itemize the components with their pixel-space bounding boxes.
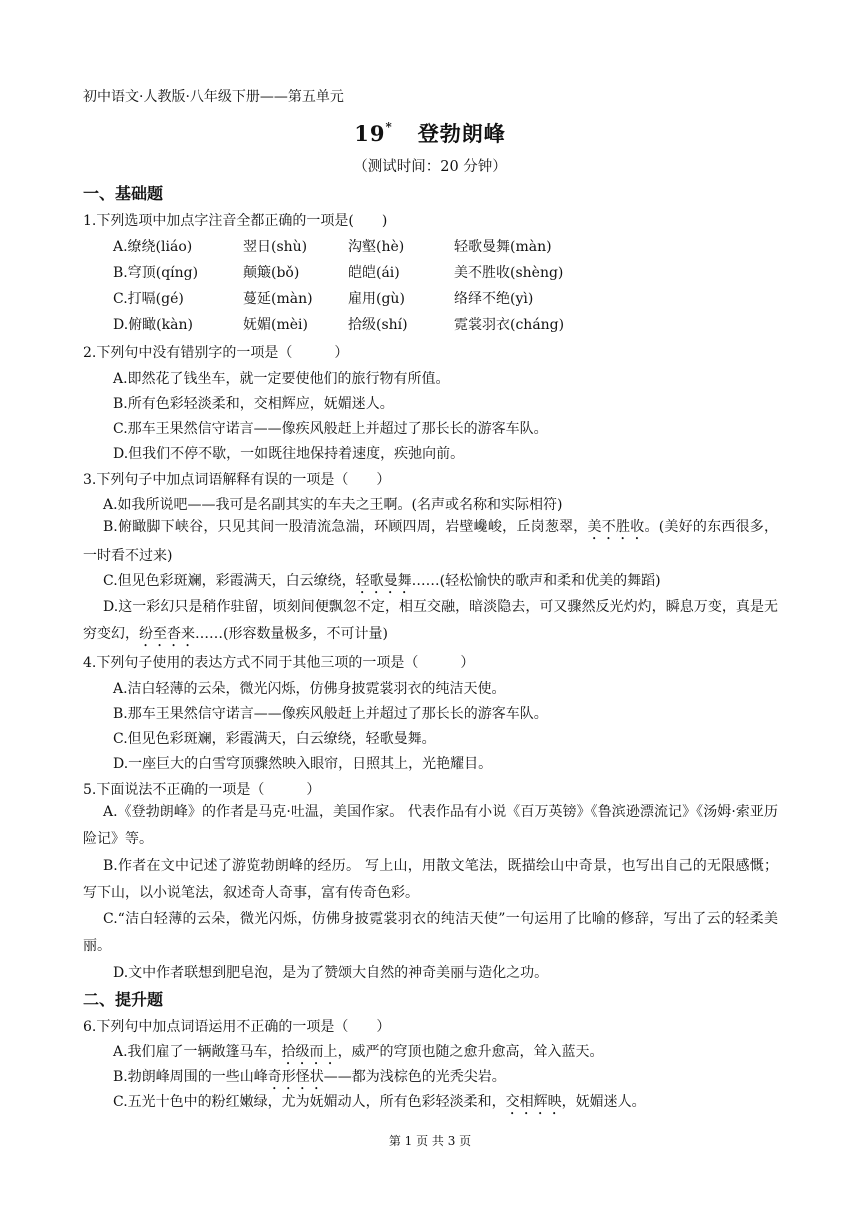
q6-option-b-dotted: 奇形怪状 <box>267 1069 324 1085</box>
q1-option-c-4: 络绎不绝(yì) <box>454 291 534 307</box>
q3-option-b-text: B.俯瞰脚下峡谷，只见其间一股清流急湍，环顾四周，岩壁巉峻，丘岗葱翠， <box>103 519 588 535</box>
q5-option-b <box>83 853 778 907</box>
q5-option-a-text: A.《登勃朗峰》的作者是马克·吐温，美国作家。 代表作品有小说《百万英镑》《鲁滨逊漂流记》《汤姆·索亚历险记》等。 <box>83 804 778 847</box>
question-2-stem: 2.下列句中没有错别字的一项是（ ） <box>83 345 349 361</box>
q3-option-d <box>83 594 778 650</box>
q4-option-d: D.一座巨大的白雪穹顶骤然映入眼帘，日照其上，光艳耀目。 <box>113 756 493 772</box>
q2-option-d: D.但我们不停不歇，一如既往地保持着速度，疾弛向前。 <box>113 446 465 462</box>
q1-option-b-2: 颠簸(bǒ) <box>243 265 300 281</box>
q3-option-d-dotted: 纷至沓来 <box>139 626 195 642</box>
q5-option-c-text: C.“洁白轻薄的云朵，微光闪烁，仿佛身披霓裳羽衣的纯洁天使”一句运用了比喻的修辞，写出了云的轻柔美丽。 <box>83 911 778 954</box>
q1-option-c-2: 蔓延(màn) <box>243 291 313 307</box>
section-heading-advanced: 二、提升题 <box>83 990 164 1009</box>
question-6-stem: 6.下列句中加点词语运用不正确的一项是（ ） <box>83 1019 391 1035</box>
q1-option-b-4: 美不胜收(shèng) <box>454 265 564 281</box>
q5-option-b-text: B.作者在文中记述了游览勃朗峰的经历。 写上山，用散文笔法，既描绘山中奇景，也写出自己的无限感慨；写下山，以小说笔法，叙述奇人奇事，富有传奇色彩。 <box>83 858 778 901</box>
q3-option-d-text: D.这一彩幻只是稍作驻留，顷刻间便飘忽不定，相互交融，暗淡隐去，可又骤然反光灼灼，瞬息万变，真是无穷变幻， <box>83 599 778 642</box>
question-1-stem: 1.下列选项中加点字注音全都正确的一项是( ) <box>83 213 388 229</box>
q3-option-c-dotted: 轻歌曼舞 <box>355 573 412 589</box>
q2-option-c: C.那车王果然信守诺言——像疾风般赶上并超过了那长长的游客车队。 <box>113 421 548 437</box>
q3-option-b-dotted: 美不胜收 <box>587 519 645 535</box>
title-mark: * <box>385 120 393 134</box>
q6-option-c-text: C.五光十色中的粉红嫩绿，尤为妩媚动人，所有色彩轻淡柔和， <box>113 1094 506 1110</box>
q2-option-a: A.即然花了钱坐车，就一定要使他们的旅行物有所值。 <box>113 371 450 387</box>
q1-option-c-3: 雇用(gù) <box>348 291 405 307</box>
q5-option-d: D.文中作者联想到肥皂泡，是为了赞颂大自然的神奇美丽与造化之功。 <box>113 965 549 981</box>
q6-option-b-rest: ——都为浅棕色的光秃尖岩。 <box>323 1069 506 1085</box>
q3-option-a: A.如我所说吧——我可是名副其实的车夫之王啊。(名声或名称和实际相符) <box>103 497 563 513</box>
q6-option-a-text: A.我们雇了一辆敞篷马车， <box>113 1044 282 1060</box>
q1-option-a: A.缭绕(liáo) <box>113 239 193 255</box>
q6-option-c-rest: ，妩媚迷人。 <box>561 1094 646 1110</box>
title-number: 19 <box>354 121 386 146</box>
q6-option-a-dotted: 拾级而上 <box>281 1044 338 1060</box>
q6-option-a <box>113 1041 604 1068</box>
q1-option-d: D.俯瞰(kàn) <box>113 317 193 333</box>
title-text: 登勃朗峰 <box>417 121 506 146</box>
question-3-stem: 3.下列句子中加点词语解释有误的一项是（ ） <box>83 472 391 488</box>
q6-option-c-dotted: 交相辉映 <box>505 1094 562 1110</box>
question-4-stem: 4.下列句子使用的表达方式不同于其他三项的一项是（ ） <box>83 655 475 671</box>
q1-option-d-2: 妩媚(mèi) <box>243 317 308 333</box>
q5-option-a <box>83 799 778 853</box>
section-heading-basic: 一、基础题 <box>83 184 164 203</box>
q3-option-b <box>83 514 778 570</box>
q1-option-a-2: 翌日(shù) <box>243 239 308 255</box>
q1-option-a-3: 沟壑(hè) <box>348 239 405 255</box>
q2-option-b: B.所有色彩轻淡柔和，交相辉应，妩媚迷人。 <box>113 396 394 412</box>
page-footer: 第 1 页 共 3 页 <box>388 1134 472 1148</box>
q6-option-c <box>113 1091 646 1118</box>
q3-option-c-text: C.但见色彩斑斓，彩霞满天，白云缭绕， <box>103 573 356 589</box>
document-header: 初中语文·人教版·八年级下册——第五单元 <box>83 89 344 105</box>
q3-option-b-gloss: 。(美好的东西很多，一时看不过来) <box>83 519 778 564</box>
q4-option-c: C.但见色彩斑斓，彩霞满天，白云缭绕，轻歌曼舞。 <box>113 731 436 747</box>
q3-option-c-gloss: ……(轻松愉快的歌声和柔和优美的舞蹈) <box>411 573 661 589</box>
q1-option-a-4: 轻歌曼舞(màn) <box>454 239 552 255</box>
q1-option-b-3: 皑皑(ái) <box>348 265 400 281</box>
q1-option-c: C.打嗝(gé) <box>113 291 184 307</box>
q6-option-b-text: B.勃朗峰周围的一些山峰 <box>113 1069 268 1085</box>
q5-option-c <box>83 906 778 960</box>
q4-option-b: B.那车王果然信守诺言——像疾风般赶上并超过了那长长的游客车队。 <box>113 706 548 722</box>
test-time: （测试时间：20 分钟） <box>353 159 507 175</box>
q1-option-b: B.穹顶(qíng) <box>113 265 199 281</box>
q1-option-d-4: 霓裳羽衣(cháng) <box>454 317 565 333</box>
q4-option-a: A.洁白轻薄的云朵，微光闪烁，仿佛身披霓裳羽衣的纯洁天使。 <box>113 681 506 697</box>
q3-option-d-gloss: ……(形容数量极多，不可计量) <box>195 626 388 642</box>
page-title <box>0 118 860 148</box>
question-5-stem: 5.下面说法不正确的一项是（ ） <box>83 782 321 798</box>
q6-option-b <box>113 1066 506 1093</box>
q1-option-d-3: 拾级(shí) <box>348 317 408 333</box>
q3-option-c <box>103 570 661 597</box>
q6-option-a-rest: ，威严的穹顶也随之愈升愈高，耸入蓝天。 <box>337 1044 604 1060</box>
